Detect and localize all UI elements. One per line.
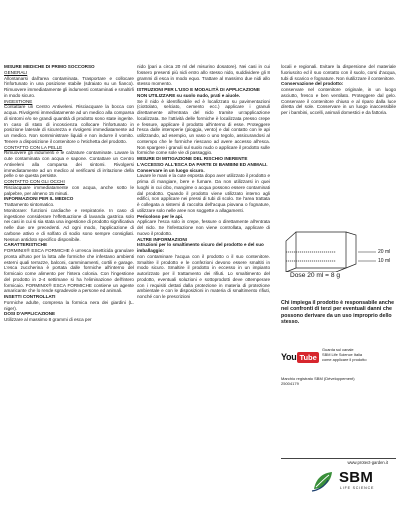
ingestion-title: INGESTIONE [4,98,33,104]
youtube-info [322,348,367,362]
controlled-insects-text: Formiche adulte, compresa la formica nera dei giardini (L. niger). [4,299,134,311]
dosage-text-continued: nido (pari a circa 20 ml del misurino dosatore). Nei casi in cui fossero presenti più nidi entro allo stesso nido, suddividere gli 8 grammi di esca in modo equo. Trattare al massimo due nidi allo stesso momento. [137,64,270,87]
skin-contact-text: Rimuovere gli indumenti e le calzature contaminate. Lavare la cute contaminata con acqua e sapone. Contattare un Centro Antiveleni alla comparsa dei sintomi. Rivolgersi immediatamente ad un medico al verificarsi di irritazione della pelle o se questa persiste. [4,150,134,179]
skin-contact-title: CONTATTO CON LA PELLE [4,144,63,150]
registration-line-2: 25004179 [281,381,299,386]
youtube-block [281,346,396,370]
ingestion-text: Contattare un Centro Antiveleni. Risciacquare la bocca con acqua. Rivolgersi immediatamente ad un medico alla comparsa di sintomi e/o se grandi quantità di prodotto sono state ingerite. In caso di stato di incoscienza collocare l'infortunato in posizione laterale di sicurezza e rivolgersi immediatamente ad un medico. Non somministrare liquidi e non indurre il vomito. Tenere a disposizione il contenitore o l'etichetta del prodotto. [4,104,134,144]
storage-column [281,64,396,204]
bee-hazard-title: Pericoloso per le api. [137,213,184,219]
disposal-title: Istruzioni per lo smaltimento sicuro del prodotto e del suo imballaggio: [137,242,264,253]
general-text: Allontanarsi dall'area contaminata. Trasportare e collocare l'infortunato in una posizione stabile (sdraiato su un fianco). Rimuovere immediatamente gli indumenti contaminati e smaltirli in modo sicuro. [4,75,134,98]
youtube-line-3: come applicare il prodotto [322,356,367,362]
risk-mitigation-title: MISURE DI MITIGAZIONE DEL RISCHIO INERENTE L'ACCESSO ALL'ESCA DA PARTE DI BAMBINI ED ANIMALI. [137,156,268,167]
storage-text: conservare nel contenitore originale, in un luogo asciutto, fresco e ben ventilato. Proteggere dal gelo. Conservare il contenitore chiuso e al riparo dalla luce diretta del sole. Conservare in un luogo inaccessibile per i bambini, uccelli, animali domestici e da fattoria. [281,87,396,115]
doctor-info-text-2: Monitorare: funzioni cardiache e respiratorie. In caso di ingestione considerare l'effettuazione di lavanda gastrica solo nei casi in cui si sia stata una ingestione di prodotto significativa nelle due ore precedenti. Ad ogni modo, l'applicazione di carbone attivo e di solfato di sodio sono sempre consigliati. Nessun antidoto specifico disponibile. [4,207,134,242]
risk-mitigation-text: Lavare le mani e la cute esposta dopo aver utilizzato il prodotto e prima di mangiare, bere e fumare. Da non utilizzarsi in quei luoghi in cui cibo, mangime o acqua possono essere contaminati dal prodotto. Quando il prodotto viene utilizzato interno agli edifici, non applicare nei pressi di tubi di scolo. Se l'area trattata è collegata a sistemi di raccolta dell'acqua piovana o fognature, utilizzare solo nelle aree non soggette a allagamenti. [137,173,270,213]
general-title: GENERALI [4,69,28,75]
disposal-text: non contaminare l'acqua con il prodotto o il suo contenitore. Smaltire il prodotto e le confezioni devono essere smaltiti in modo sicuro. Smaltire il prodotto in eccesso in un impianto autorizzato per il trattamento dei rifiuti. Lo smaltimento del prodotto, eventuali soluzioni e sottoprodotti deve ottemperare con i requisiti dettati dalla protezione in materia di protezione ambientale e con le disposizioni in materia di smaltimento rifiuti, nonché con le prescrizioni [137,253,270,299]
disposal-text-continued: locali e regionali. Evitare la dispersione del materiale fuoriuscito ed il suo contatto con il suolo, corsi d'acqua, tubi di scarico e fognature. Non riutilizzare il contenitore. [281,64,396,81]
bee-hazard-text: Applicare l'esca solo in crepe, fessure o direttamente all'entrata del nido. Se l'infestazione non viene controllata, applicare di nuovo il prodotto. [137,219,270,236]
sbm-name: SBM [339,469,374,486]
instructions-column [137,64,270,510]
usage-text: Se il nido è identificabile ed è localizzato su pavimentazioni (ciottolato, selciato, cemento ecc.) applicare i granuli direttamente all'entrata del nido tramite un'applicazione localizzata. Se l'attività delle formiche è localizzata presso crepe e fessure, applicare il prodotto all'interno di esse. Proteggere l'esca dalle intemperie (pioggia, vento) e dal contatto con le api utilizzando, ad esempio, un vaso o uno tegolo, assicurandosi al contempo che le formiche riescano ad avere accesso all'esca. Non spargere i granuli sul suolo nudo o applicare il prodotto sulle formiche come sole vie di passaggio. [137,98,270,156]
dosage-text: Utilizzare al massimo 8 grammi di esca per [4,317,92,322]
sbm-logo [311,470,381,494]
measuring-cap-diagram [282,228,397,284]
registration-info [281,376,396,386]
youtube-line-2: SBM Life Science Italia [322,351,363,357]
youtube-logo-icon [281,349,319,365]
doctor-info-text: Trattamento sintomatico. [4,202,55,207]
youtube-word: You [281,352,297,362]
first-aid-title: MISURE MEDICHE DI PRIMO SOCCORSO [4,64,95,69]
usage-subtitle: NON UTILIZZARE su suolo nudo, prati e aiuole. [137,92,241,98]
dose-label: Dose 20 ml = 8 g [290,272,341,279]
eye-contact-title: CONTATTO CON GLI OCCHI [4,179,65,184]
youtube-line-1: Guarda sul canale [322,347,354,352]
features-title: CARATTERISTICHE [4,242,48,248]
sbm-tagline: LIFE SCIENCE [340,486,375,490]
storage-title: Conservazione del prodotto: [281,81,344,87]
risk-mitigation-subtitle: Conservare in un luogo sicuro. [137,167,205,173]
usage-title: ISTRUZIONI PER L'USO E MODALITÀ DI APPLICAZIONE [137,87,260,92]
website-bar [281,458,396,466]
cap-mark-10ml: 10 ml [378,258,391,264]
eye-contact-text: Risciacquare immediatamente con acqua, anche sotto le palpebre, per almeno 15 minuti. [4,184,134,196]
doctor-info-title: INFORMAZIONI PER IL MEDICO [4,196,74,202]
first-aid-column [4,64,134,510]
youtube-box: Tube [299,352,317,362]
responsibility-warning: Chi impiega il prodotto è responsabile anche nei confronti di terzi per eventuali danni che possono derivare da un uso improprio dello stesso. [281,300,395,326]
registration-line-1: Marchio registrato SBM (Développement) [281,376,355,381]
controlled-insects-title: INSETTI CONTROLLATI [4,294,56,299]
website-link[interactable]: www.protect-garden.it [347,459,388,465]
cap-mark-20ml: 20 ml [378,249,391,255]
sbm-leaf-icon [311,470,335,492]
features-text: FORMINIX® ESCA FORMICHE è un'esca insetticida granulare pronta all'uso per la lotta alle formiche che infestano ambienti esterni quali terrazze, balconi, camminamenti, cortili e garage. L'esca zuccherina è portata dalle formiche all'interno del formicaio come alimento per l'intera colonia. Con l'ingestione del prodotto in 2-4 settimane si ha l'eliminazione dell'intero formicaio. FORMINIX® ESCA FORMICHE contiene un agente amaricante che lo rende sgradevole a persone ed animali. [4,248,134,294]
other-info-title: ALTRE INFORMAZIONI [137,236,187,242]
dosage-title: DOSI D'APPLICAZIONE [4,311,56,317]
